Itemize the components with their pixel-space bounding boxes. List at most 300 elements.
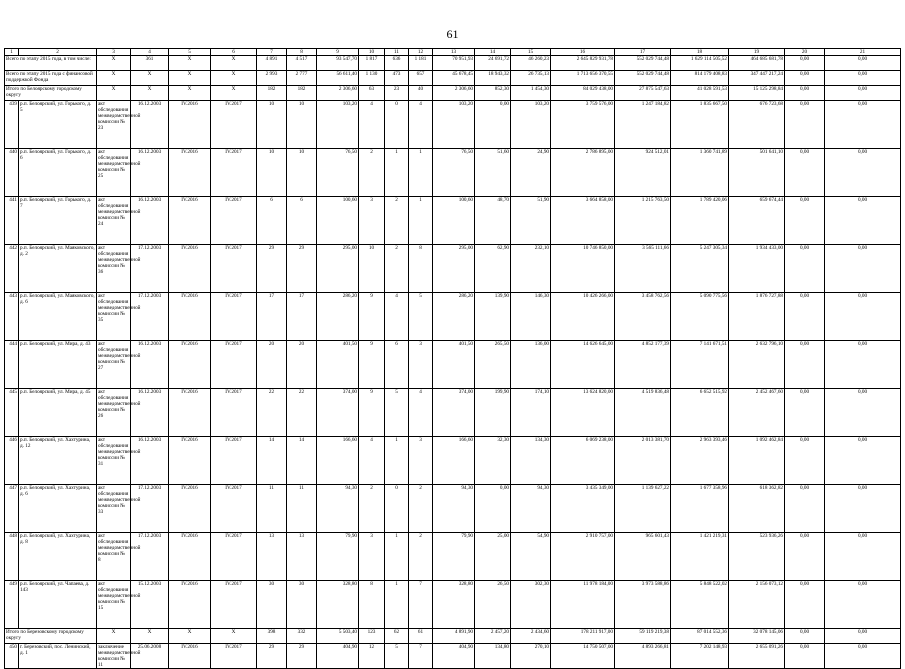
house-address: р.п. Белоярский, ул. Горького, д. 6 xyxy=(19,149,97,197)
row-cell-c16: 14 626 645,00 xyxy=(551,341,615,389)
total-cell-c21: 0,00 xyxy=(825,71,901,86)
total-cell-c20: 0,00 xyxy=(785,56,825,71)
header-cell: 10 xyxy=(359,49,385,56)
total-cell-c4: X xyxy=(131,629,169,644)
row-cell-c7: 30 xyxy=(257,581,287,629)
row-cell-c16: 3 759 576,00 xyxy=(551,101,615,149)
row-cell-c14: 265,50 xyxy=(475,341,511,389)
house-address: р.п. Белоярский, ул. Хахтурина, д. 6 xyxy=(19,485,97,533)
header-cell: 7 xyxy=(257,49,287,56)
row-cell-c16: 11 978 184,00 xyxy=(551,581,615,629)
row-cell-c17: 1 139 627,22 xyxy=(615,485,671,533)
header-cell: 9 xyxy=(317,49,359,56)
document-name: акт обследования межведомственной комиссии № 8 xyxy=(97,533,131,581)
row-cell-c8: 20 xyxy=(287,341,317,389)
document-date: 16.12.2003 xyxy=(131,341,169,389)
row-cell-c18: 7 202 148,93 xyxy=(671,644,729,669)
row-cell-c9: 79,90 xyxy=(317,533,359,581)
row-cell-c17: 965 601,43 xyxy=(615,533,671,581)
row-cell-c8: 29 xyxy=(287,644,317,669)
total-row xyxy=(5,56,901,71)
row-cell-c18: 6 652 515,92 xyxy=(671,389,729,437)
row-number: 440 xyxy=(5,149,19,197)
total-cell-c18: 87 014 552,36 xyxy=(671,629,729,644)
row-cell-c11: 1 xyxy=(385,581,409,629)
document-name: заключение межведомственной комиссии № 11 xyxy=(98,644,141,668)
row-cell-c7: 11 xyxy=(257,485,287,533)
row-cell-c12: 8 xyxy=(409,245,433,293)
row-cell-c12: 4 xyxy=(409,101,433,149)
row-cell-c12: 2 xyxy=(409,485,433,533)
total-cell-c14: 24 691,72 xyxy=(475,56,511,71)
row-cell-c5: IV.2016 xyxy=(169,293,211,341)
document-date: 16.12.2003 xyxy=(131,197,169,245)
row-cell-c21: 0,00 xyxy=(825,197,901,245)
total-cell-c6: X xyxy=(211,629,257,644)
house-address: р.п. Белоярский, ул. Горького, д. 5 xyxy=(19,101,97,149)
total-cell-c12: 40 xyxy=(409,86,433,101)
row-cell-c5: IV.2016 xyxy=(169,341,211,389)
total-cell-c4: X xyxy=(131,71,169,86)
house-address: р.п. Белоярский, ул. Мира, д. 43 xyxy=(19,341,97,389)
total-label: Всего по этапу 2015 года с финансовой поддержкой Фонда xyxy=(5,71,97,86)
total-cell-c18: 41 028 591,53 xyxy=(671,86,729,101)
row-cell-c10: 4 xyxy=(359,437,385,485)
total-cell-c8: 2 777 xyxy=(287,71,317,86)
table-row xyxy=(5,149,901,197)
row-cell-c9: 401,50 xyxy=(317,341,359,389)
row-cell-c10: 2 xyxy=(359,149,385,197)
header-row xyxy=(5,49,901,56)
row-cell-c10: 8 xyxy=(359,581,385,629)
row-number: 444 xyxy=(5,341,19,389)
row-cell-c12: 7 xyxy=(409,644,433,669)
document-date: 16.12.2003 xyxy=(131,101,169,149)
row-cell-c8: 22 xyxy=(287,389,317,437)
total-label: Итого по Березовскому городскому округу xyxy=(5,629,97,644)
house-address: р.п. Белоярский, ул. Мира, д. 45 xyxy=(19,389,97,437)
total-cell-c20: 0,00 xyxy=(785,629,825,644)
row-cell-c13: 76,50 xyxy=(433,149,475,197)
row-cell-c5: IV.2016 xyxy=(169,644,211,669)
table-row xyxy=(5,533,901,581)
document-date: 16.12.2003 xyxy=(131,149,169,197)
row-cell-c11: 1 xyxy=(385,437,409,485)
total-cell-c21: 0,00 xyxy=(825,86,901,101)
row-cell-c14: 48,70 xyxy=(475,197,511,245)
row-cell-c19: 1 876 727,88 xyxy=(729,293,785,341)
total-cell-c15: 26 735,13 xyxy=(511,71,551,86)
total-cell-c12: 1 181 xyxy=(409,56,433,71)
total-cell-c21: 0,00 xyxy=(825,56,901,71)
total-cell-c12: 61 xyxy=(409,629,433,644)
row-cell-c12: 1 xyxy=(409,149,433,197)
row-cell-c20: 0,00 xyxy=(785,485,825,533)
row-cell-c21: 0,00 xyxy=(825,437,901,485)
row-cell-c17: 4 852 177,39 xyxy=(615,341,671,389)
row-cell-c13: 295,00 xyxy=(433,245,475,293)
row-cell-c19: 659 674,44 xyxy=(729,197,785,245)
row-cell-c9: 328,80 xyxy=(317,581,359,629)
row-cell-c9: 100,60 xyxy=(317,197,359,245)
row-cell-c20: 0,00 xyxy=(785,197,825,245)
row-cell-c12: 2 xyxy=(409,533,433,581)
row-cell-c19: 1 092 462,84 xyxy=(729,437,785,485)
row-cell-c20: 0,00 xyxy=(785,581,825,629)
document-name: акт обследования межведомственной комиссии № 26 xyxy=(97,389,131,437)
total-cell-c19: 347 447 217,24 xyxy=(729,71,785,86)
row-cell-c7: 13 xyxy=(257,533,287,581)
row-cell-c18: 7 141 671,51 xyxy=(671,341,729,389)
row-cell-c10: 9 xyxy=(359,293,385,341)
row-cell-c7: 29 xyxy=(257,644,287,669)
row-cell-c16: 10 426 266,00 xyxy=(551,293,615,341)
row-cell-c15: 103,20 xyxy=(511,101,551,149)
row-cell-c5: IV.2016 xyxy=(169,581,211,629)
row-cell-c16: 14 750 507,00 xyxy=(551,644,615,669)
row-cell-c16: 10 746 850,00 xyxy=(551,245,615,293)
row-cell-c14: 62,90 xyxy=(475,245,511,293)
row-cell-c16: 13 624 820,00 xyxy=(551,389,615,437)
row-cell-c15: 51,90 xyxy=(511,197,551,245)
row-cell-c17: 1 247 184,82 xyxy=(615,101,671,149)
house-address: р.п. Белоярский, ул. Хахтурина, д. 8 xyxy=(19,533,97,581)
row-cell-c7: 17 xyxy=(257,293,287,341)
table-row xyxy=(5,644,901,669)
row-cell-c20: 0,00 xyxy=(785,389,825,437)
row-cell-c19: 2 452 467,60 xyxy=(729,389,785,437)
row-cell-c15: 24,90 xyxy=(511,149,551,197)
total-cell-c19: 32 078 145,06 xyxy=(729,629,785,644)
row-cell-c9: 166,60 xyxy=(317,437,359,485)
row-cell-c10: 2 xyxy=(359,485,385,533)
table-row xyxy=(5,101,901,149)
row-number: 447 xyxy=(5,485,19,533)
row-cell-c7: 29 xyxy=(257,245,287,293)
register-table xyxy=(4,48,901,669)
row-cell-c11: 1 xyxy=(385,533,409,581)
row-cell-c15: 174,10 xyxy=(511,389,551,437)
total-cell-c16: 1 713 656 370,55 xyxy=(551,71,615,86)
row-number: 439 xyxy=(5,101,19,149)
row-number: 446 xyxy=(5,437,19,485)
document-date: 16.12.2003 xyxy=(131,389,169,437)
row-cell-c16: 2 786 895,00 xyxy=(551,149,615,197)
total-cell-c18: 1 629 114 505,52 xyxy=(671,56,729,71)
row-cell-c14: 0,00 xyxy=(475,101,511,149)
row-cell-c11: 1 xyxy=(385,149,409,197)
row-cell-c13: 374,00 xyxy=(433,389,475,437)
row-cell-c20: 0,00 xyxy=(785,341,825,389)
row-cell-c5: IV.2016 xyxy=(169,389,211,437)
row-cell-c9: 286,20 xyxy=(317,293,359,341)
row-number: 449 xyxy=(5,581,19,629)
total-cell-c13: 4 891,90 xyxy=(433,629,475,644)
total-cell-c7: 2 993 xyxy=(257,71,287,86)
row-cell-c13: 94,30 xyxy=(433,485,475,533)
total-cell-c18: 814 179 408,83 xyxy=(671,71,729,86)
total-cell-c14: 18 943,32 xyxy=(475,71,511,86)
row-cell-c19: 2 655 091,26 xyxy=(729,644,785,669)
row-cell-c9: 94,30 xyxy=(317,485,359,533)
row-cell-c13: 79,90 xyxy=(433,533,475,581)
row-cell-c5: IV.2016 xyxy=(169,533,211,581)
document-name: акт обследования межведомственной комиссии № 27 xyxy=(97,341,131,389)
row-cell-c8: 17 xyxy=(287,293,317,341)
row-cell-c10: 3 xyxy=(359,197,385,245)
row-cell-c6: IV.2017 xyxy=(211,485,257,533)
total-cell-c5: X xyxy=(169,86,211,101)
row-cell-c18: 5 090 775,56 xyxy=(671,293,729,341)
row-cell-c11: 2 xyxy=(385,197,409,245)
row-cell-c6: IV.2017 xyxy=(211,197,257,245)
house-address: р.п. Белоярский, ул. Маяковского, д. 6 xyxy=(19,293,97,341)
row-cell-c21: 0,00 xyxy=(825,245,901,293)
row-cell-c9: 404,90 xyxy=(317,644,359,669)
row-cell-c20: 0,00 xyxy=(785,533,825,581)
header-cell: 20 xyxy=(785,49,825,56)
row-cell-c6: IV.2017 xyxy=(211,437,257,485)
row-cell-c17: 2 013 381,70 xyxy=(615,437,671,485)
row-cell-c20: 0,00 xyxy=(785,437,825,485)
total-cell-c7: 398 xyxy=(257,629,287,644)
total-cell-c12: 657 xyxy=(409,71,433,86)
row-cell-c19: 618 362,82 xyxy=(729,485,785,533)
header-cell: 12 xyxy=(409,49,433,56)
total-label: Всего по этапу 2015 года, в том числе: xyxy=(5,56,97,71)
header-cell: 2 xyxy=(19,49,97,56)
total-cell-c15: 1 454,30 xyxy=(511,86,551,101)
row-cell-c8: 6 xyxy=(287,197,317,245)
total-cell-c11: 23 xyxy=(385,86,409,101)
row-cell-c8: 14 xyxy=(287,437,317,485)
row-cell-c14: 51,60 xyxy=(475,149,511,197)
row-cell-c21: 0,00 xyxy=(825,341,901,389)
total-cell-c3: X xyxy=(97,71,131,86)
row-number: 441 xyxy=(5,197,19,245)
row-cell-c19: 501 641,10 xyxy=(729,149,785,197)
total-row xyxy=(5,71,901,86)
row-cell-c9: 103,20 xyxy=(317,101,359,149)
row-number: 445 xyxy=(5,389,19,437)
row-cell-c6: IV.2017 xyxy=(211,581,257,629)
total-cell-c6: X xyxy=(211,86,257,101)
row-cell-c12: 3 xyxy=(409,341,433,389)
row-cell-c15: 270,10 xyxy=(511,644,551,669)
page-number: 61 xyxy=(446,27,459,41)
total-cell-c14: 852,30 xyxy=(475,86,511,101)
total-cell-c6: X xyxy=(211,56,257,71)
row-cell-c10: 9 xyxy=(359,341,385,389)
total-cell-c11: 62 xyxy=(385,629,409,644)
document-name: акт обследования межведомственной комиссии № 25 xyxy=(97,149,131,197)
total-cell-c10: 123 xyxy=(359,629,385,644)
header-cell: 19 xyxy=(729,49,785,56)
row-cell-c21: 0,00 xyxy=(825,485,901,533)
row-cell-c5: IV.2016 xyxy=(169,149,211,197)
row-cell-c14: 26,50 xyxy=(475,581,511,629)
total-cell-c15: 2 434,60 xyxy=(511,629,551,644)
total-cell-c7: 4 891 xyxy=(257,56,287,71)
row-cell-c10: 3 xyxy=(359,533,385,581)
total-cell-c13: 2 306,60 xyxy=(433,86,475,101)
header-cell: 14 xyxy=(475,49,511,56)
row-cell-c16: 3 664 858,00 xyxy=(551,197,615,245)
row-cell-c20: 0,00 xyxy=(785,245,825,293)
row-number: 448 xyxy=(5,533,19,581)
total-cell-c21: 0,00 xyxy=(825,629,901,644)
row-cell-c18: 1 677 358,96 xyxy=(671,485,729,533)
row-cell-c6: IV.2017 xyxy=(211,533,257,581)
row-cell-c12: 4 xyxy=(409,389,433,437)
total-cell-c11: 636 xyxy=(385,56,409,71)
row-cell-c14: 32,30 xyxy=(475,437,511,485)
row-cell-c20: 0,00 xyxy=(785,149,825,197)
row-cell-c12: 1 xyxy=(409,197,433,245)
row-cell-c10: 9 xyxy=(359,389,385,437)
row-cell-c15: 94,30 xyxy=(511,485,551,533)
total-cell-c16: 84 029 438,00 xyxy=(551,86,615,101)
document-date: 15.12.2003 xyxy=(131,581,169,629)
row-cell-c11: 0 xyxy=(385,485,409,533)
document-date: 17.12.2003 xyxy=(131,245,169,293)
row-cell-c14: 139,90 xyxy=(475,293,511,341)
row-cell-c17: 4 519 836,48 xyxy=(615,389,671,437)
total-cell-c6: X xyxy=(211,71,257,86)
total-cell-c7: 182 xyxy=(257,86,287,101)
row-cell-c13: 286,20 xyxy=(433,293,475,341)
table-row xyxy=(5,581,901,629)
header-cell: 16 xyxy=(551,49,615,56)
row-cell-c7: 14 xyxy=(257,437,287,485)
document-name: акт обследования межведомственной комиссии № 15 xyxy=(97,581,131,629)
row-cell-c21: 0,00 xyxy=(825,389,901,437)
row-cell-c14: 134,80 xyxy=(475,644,511,669)
header-cell: 17 xyxy=(615,49,671,56)
row-cell-c15: 146,30 xyxy=(511,293,551,341)
row-cell-c15: 54,90 xyxy=(511,533,551,581)
row-cell-c14: 199,90 xyxy=(475,389,511,437)
row-cell-c11: 4 xyxy=(385,293,409,341)
header-cell: 15 xyxy=(511,49,551,56)
row-cell-c21: 0,00 xyxy=(825,644,901,669)
row-cell-c16: 2 910 757,00 xyxy=(551,533,615,581)
row-cell-c19: 523 936,26 xyxy=(729,533,785,581)
row-cell-c19: 2 156 073,12 xyxy=(729,581,785,629)
total-cell-c5: X xyxy=(169,56,211,71)
row-cell-c11: 5 xyxy=(385,644,409,669)
header-cell: 1 xyxy=(5,49,19,56)
total-cell-c17: 27 875 547,63 xyxy=(615,86,671,101)
row-cell-c11: 5 xyxy=(385,389,409,437)
table-row xyxy=(5,389,901,437)
table-row xyxy=(5,437,901,485)
row-cell-c7: 22 xyxy=(257,389,287,437)
total-cell-c19: 15 125 298,84 xyxy=(729,86,785,101)
row-cell-c10: 12 xyxy=(359,644,385,669)
total-cell-c10: 63 xyxy=(359,86,385,101)
total-cell-c19: 464 685 681,78 xyxy=(729,56,785,71)
document-date: 25.06.2008 xyxy=(131,644,169,669)
row-cell-c8: 11 xyxy=(287,485,317,533)
row-cell-c9: 374,00 xyxy=(317,389,359,437)
row-cell-c5: IV.2016 xyxy=(169,437,211,485)
total-cell-c5: X xyxy=(169,629,211,644)
table-row xyxy=(5,293,901,341)
header-cell: 5 xyxy=(169,49,211,56)
header-cell: 18 xyxy=(671,49,729,56)
document-date: 16.12.2003 xyxy=(131,437,169,485)
row-cell-c17: 924 512,01 xyxy=(615,149,671,197)
row-cell-c21: 0,00 xyxy=(825,293,901,341)
row-cell-c19: 676 723,68 xyxy=(729,101,785,149)
row-cell-c10: 4 xyxy=(359,101,385,149)
table-row xyxy=(5,245,901,293)
total-cell-c4: X xyxy=(131,86,169,101)
total-cell-c3: X xyxy=(97,629,131,644)
row-number: 450 xyxy=(5,644,19,669)
row-cell-c16: 3 435 349,00 xyxy=(551,485,615,533)
row-cell-c13: 404,90 xyxy=(433,644,475,669)
row-cell-c7: 10 xyxy=(257,101,287,149)
house-address: г. Березовский, пос. Ленинский, д. 1 xyxy=(19,644,97,669)
row-cell-c20: 0,00 xyxy=(785,644,825,669)
total-cell-c8: 182 xyxy=(287,86,317,101)
total-cell-c13: 70 951,93 xyxy=(433,56,475,71)
row-cell-c20: 0,00 xyxy=(785,293,825,341)
row-cell-c18: 1 835 667,50 xyxy=(671,101,729,149)
row-cell-c18: 5 848 522,02 xyxy=(671,581,729,629)
row-cell-c7: 20 xyxy=(257,341,287,389)
total-cell-c16: 178 211 917,00 xyxy=(551,629,615,644)
row-cell-c13: 103,20 xyxy=(433,101,475,149)
row-cell-c6: IV.2017 xyxy=(211,101,257,149)
row-cell-c7: 6 xyxy=(257,197,287,245)
row-cell-c16: 6 069 238,00 xyxy=(551,437,615,485)
row-cell-c6: IV.2017 xyxy=(211,644,257,669)
row-cell-c8: 10 xyxy=(287,149,317,197)
row-cell-c5: IV.2016 xyxy=(169,197,211,245)
row-cell-c6: IV.2017 xyxy=(211,293,257,341)
document-name: акт обследования межведомственной комиссии № 23 xyxy=(97,101,131,149)
row-cell-c17: 3 565 111,66 xyxy=(615,245,671,293)
total-cell-c3: X xyxy=(97,56,131,71)
row-cell-c6: IV.2017 xyxy=(211,149,257,197)
row-cell-c9: 295,00 xyxy=(317,245,359,293)
row-cell-c11: 0 xyxy=(385,101,409,149)
row-cell-c6: IV.2017 xyxy=(211,389,257,437)
total-cell-c17: 552 029 744,48 xyxy=(615,71,671,86)
house-address: р.п. Белоярский, ул. Хахтурина, д. 12 xyxy=(19,437,97,485)
table-row xyxy=(5,485,901,533)
total-cell-c17: 552 029 744,48 xyxy=(615,56,671,71)
total-cell-c3: X xyxy=(97,86,131,101)
total-cell-c5: X xyxy=(169,71,211,86)
row-cell-c14: 0,00 xyxy=(475,485,511,533)
row-cell-c21: 0,00 xyxy=(825,101,901,149)
total-cell-c10: 1 130 xyxy=(359,71,385,86)
row-cell-c12: 7 xyxy=(409,581,433,629)
row-cell-c21: 0,00 xyxy=(825,581,901,629)
row-cell-c15: 232,10 xyxy=(511,245,551,293)
total-cell-c11: 473 xyxy=(385,71,409,86)
house-address: р.п. Белоярский, ул. Горького, д. 7 xyxy=(19,197,97,245)
row-cell-c17: 1 215 763,50 xyxy=(615,197,671,245)
row-cell-c5: IV.2016 xyxy=(169,101,211,149)
header-cell: 6 xyxy=(211,49,257,56)
row-cell-c8: 29 xyxy=(287,245,317,293)
header-cell: 11 xyxy=(385,49,409,56)
